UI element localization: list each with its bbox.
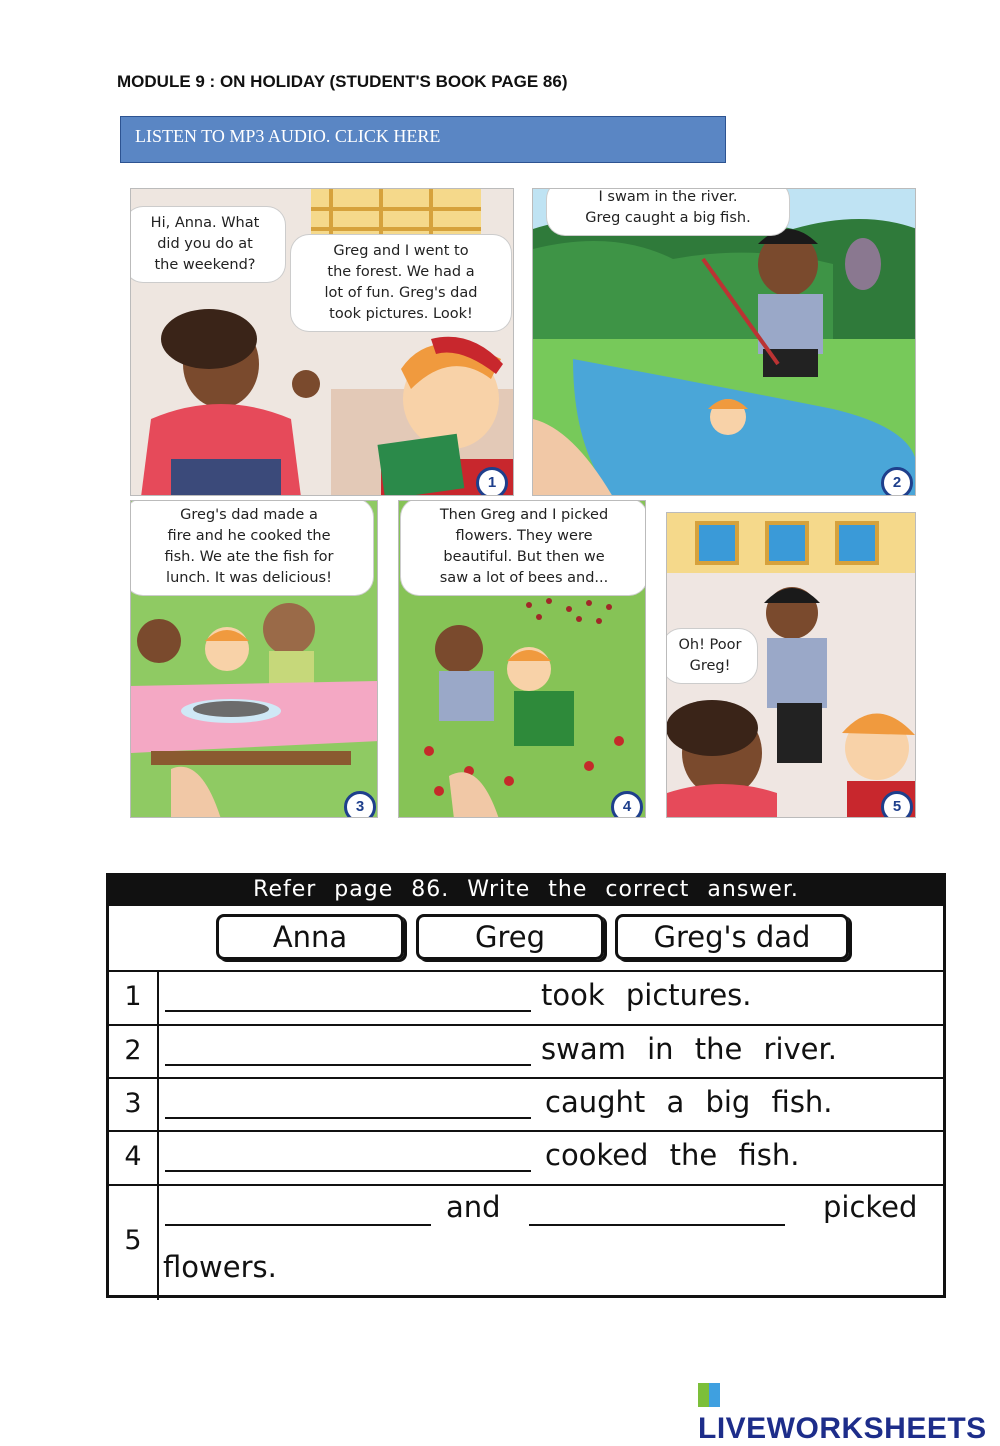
question-text: swam in the river. bbox=[541, 1032, 837, 1066]
panel-number-badge: 2 bbox=[881, 467, 913, 496]
logo-icon bbox=[698, 1383, 720, 1407]
comic-panel-3 bbox=[130, 500, 378, 818]
question-row-1 bbox=[109, 970, 943, 1024]
panel-number-badge: 5 bbox=[881, 791, 913, 818]
comic-panel-1 bbox=[130, 188, 514, 496]
comic-panel-5 bbox=[666, 512, 916, 818]
comic-panel-4 bbox=[398, 500, 646, 818]
speech-bubble: Hi, Anna. What did you do at the weekend? bbox=[130, 207, 285, 282]
row-number: 2 bbox=[109, 1026, 159, 1077]
question-row-5 bbox=[109, 1184, 943, 1300]
answer-blank-1[interactable] bbox=[165, 1010, 531, 1012]
worksheet-heading: Refer page 86. Write the correct answer. bbox=[109, 876, 943, 906]
question-row-3 bbox=[109, 1077, 943, 1130]
question-text: cooked the fish. bbox=[545, 1138, 800, 1172]
option-chip-gregs-dad[interactable]: Greg's dad bbox=[615, 914, 849, 960]
row-number: 5 bbox=[109, 1186, 159, 1300]
speech-bubble: I swam in the river. Greg caught a big fish. bbox=[547, 188, 789, 235]
question-text: took pictures. bbox=[541, 978, 752, 1012]
question-text: caught a big fish. bbox=[545, 1085, 833, 1119]
answer-blank-3[interactable] bbox=[165, 1117, 531, 1119]
options-row bbox=[109, 906, 943, 970]
option-chip-greg[interactable]: Greg bbox=[416, 914, 604, 960]
question-row-2 bbox=[109, 1024, 943, 1077]
panel-number-badge: 4 bbox=[611, 791, 643, 818]
question-text-continued: flowers. bbox=[163, 1250, 277, 1284]
speech-bubble: Greg and I went to the forest. We had a lot of fun. Greg's dad took pictures. Look! bbox=[291, 235, 511, 331]
answer-blank-5b[interactable] bbox=[529, 1224, 785, 1226]
option-chip-anna[interactable]: Anna bbox=[216, 914, 404, 960]
question-row-4 bbox=[109, 1130, 943, 1184]
panel-2-illustration bbox=[533, 189, 916, 496]
answer-blank-4[interactable] bbox=[165, 1170, 531, 1172]
speech-bubble: Oh! Poor Greg! bbox=[666, 629, 757, 683]
speech-bubble: Greg's dad made a fire and he cooked the fish. We ate the fish for lunch. It was delicious! bbox=[130, 500, 373, 595]
comic-panel-2 bbox=[532, 188, 916, 496]
answer-blank-5a[interactable] bbox=[165, 1224, 431, 1226]
page-title: MODULE 9 : ON HOLIDAY (STUDENT'S BOOK PAGE 86) bbox=[117, 72, 568, 91]
liveworksheets-logo bbox=[698, 1378, 1000, 1446]
row-number: 1 bbox=[109, 972, 159, 1024]
row-number: 3 bbox=[109, 1079, 159, 1130]
audio-link-button[interactable]: LISTEN TO MP3 AUDIO. CLICK HERE bbox=[120, 116, 726, 163]
answer-blank-2[interactable] bbox=[165, 1064, 531, 1066]
question-text: picked bbox=[823, 1190, 918, 1224]
worksheet-table bbox=[106, 873, 946, 1298]
panel-number-badge: 3 bbox=[344, 791, 376, 818]
question-text-and: and bbox=[446, 1190, 501, 1224]
row-number: 4 bbox=[109, 1132, 159, 1184]
speech-bubble: Then Greg and I picked flowers. They were beautiful. But then we saw a lot of bees and... bbox=[401, 500, 646, 595]
logo-text: LIVEWORKSHEETS bbox=[698, 1412, 987, 1445]
panel-number-badge: 1 bbox=[476, 467, 508, 496]
